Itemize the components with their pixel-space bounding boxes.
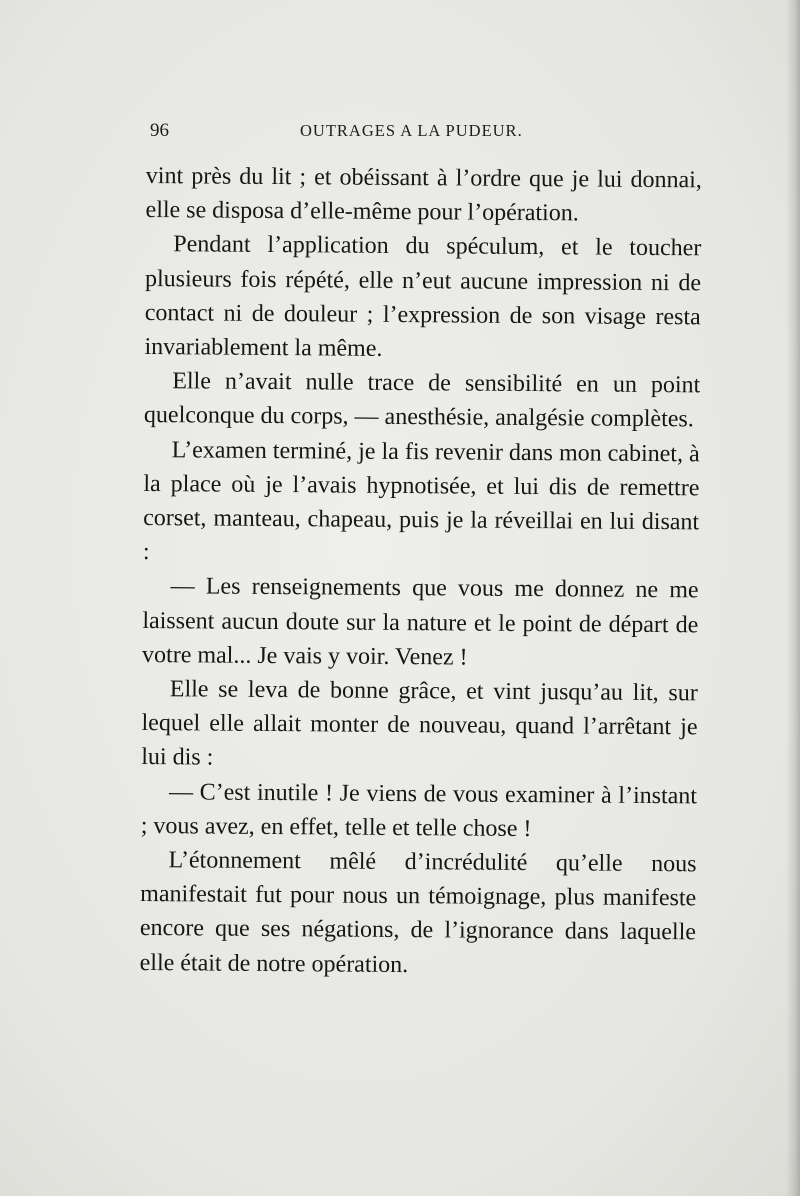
paragraph: L’examen terminé, je la fis revenir dans mon cabinet, à la place où je l’avais hypnotisée, et lui dis de remettre corset, manteau, chapeau, puis je la réveillai en lui disant : (142, 436, 700, 566)
page-number: 96 (150, 120, 169, 141)
body-text (140, 159, 702, 984)
paragraph: L’étonnement mêlé d’incrédulité qu’elle nous manifestait fut pour nous un témoignage, plus manifeste encore que ses négations, de l’ignorance dans laquelle elle était de notre opération. (139, 847, 697, 978)
paragraph: vint près du lit ; et obéissant à l’ordre que je lui donnai, elle se disposa d’elle-même pour l’opération. (145, 162, 702, 227)
paragraph: Elle n’avait nulle trace de sensibilité en un point quelconque du corps, — anesthésie, analgésie complètes. (143, 368, 701, 433)
paragraph: — Les renseignements que vous me donnez ne me laissent aucun doute sur la nature et le point de départ de votre mal... Je vais y voir. Venez ! (142, 573, 699, 671)
running-title: OUTRAGES A LA PUDEUR. (300, 121, 523, 140)
page-header (150, 120, 710, 144)
page-edge-shadow (786, 0, 800, 1196)
paragraph: — C’est inutile ! Je viens de vous examiner à l’instant ; vous avez, en effet, telle et telle chose ! (140, 778, 698, 842)
paragraph: Pendant l’application du spéculum, et le toucher plusieurs fois répété, elle n’eut aucune impression ni de contact ni de douleur ; l’expression de son visage resta invariablement la même. (144, 231, 702, 362)
paragraph: Elle se leva de bonne grâce, et vint jusqu’au lit, sur lequel elle allait monter de nouveau, quand l’arrêtant je lui dis : (141, 676, 698, 771)
